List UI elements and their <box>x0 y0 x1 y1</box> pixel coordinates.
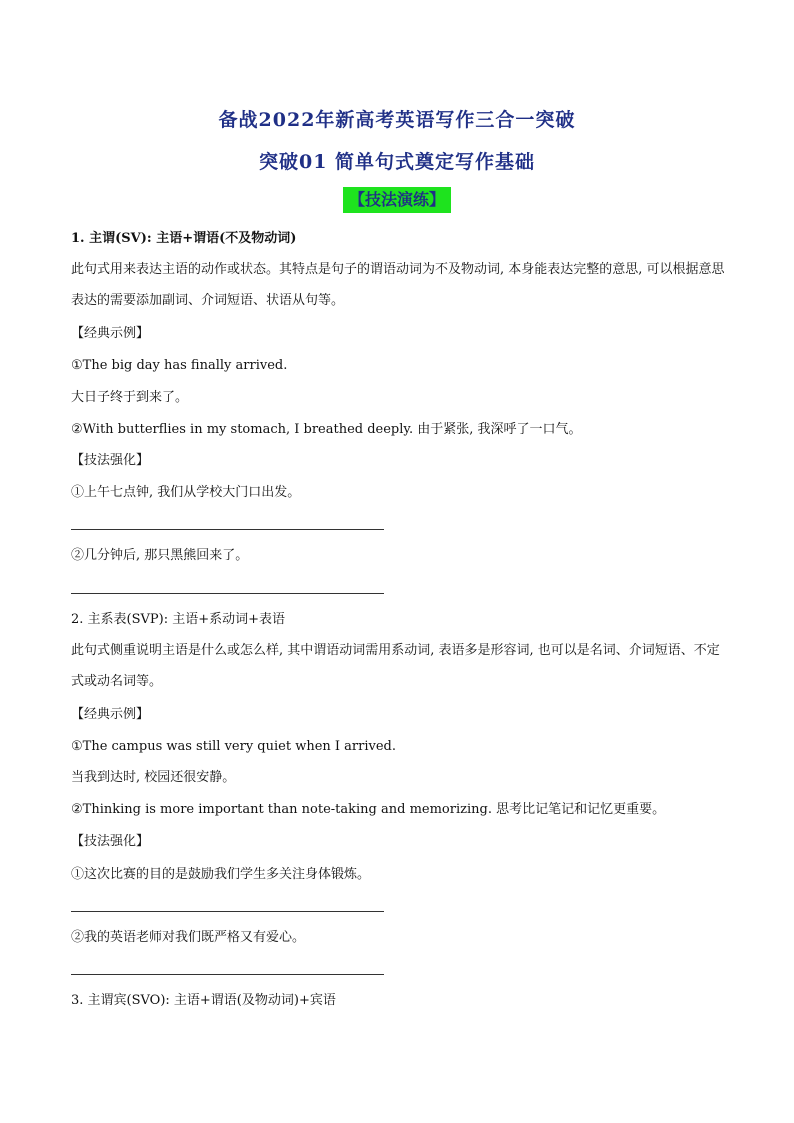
section3-heading: 3. 主谓宾(SVO): 主语+谓语(及物动词)+宾语 <box>71 993 336 1008</box>
section-badge: 【技法演练】 <box>343 187 451 213</box>
section2-example1-en: ①The campus was still very quiet when I arrived. <box>71 739 396 754</box>
section1-examples-label: 【经典示例】 <box>71 326 150 341</box>
section2-practice-label: 【技法强化】 <box>71 834 150 849</box>
answer-line-2[interactable] <box>71 593 384 594</box>
section1-heading: 1. 主谓(SV): 主语+谓语(不及物动词) <box>71 231 297 246</box>
section1-practice1: ①上午七点钟, 我们从学校大门口出发。 <box>71 485 301 500</box>
document-subtitle: 突破01 简单句式奠定写作基础 <box>258 151 536 173</box>
section1-practice2: ②几分钟后, 那只黑熊回来了。 <box>71 548 249 563</box>
section2-practice2: ②我的英语老师对我们既严格又有爱心。 <box>71 930 306 945</box>
badge-container <box>0 187 794 213</box>
section2-practice1: ①这次比赛的目的是鼓励我们学生多关注身体锻炼。 <box>71 867 371 882</box>
section1-example1-en: ①The big day has finally arrived. <box>71 358 288 373</box>
section2-example1-cn: 当我到达时, 校园还很安静。 <box>71 770 236 785</box>
section1-practice-label: 【技法强化】 <box>71 453 150 468</box>
document-title: 备战2022年新高考英语写作三合一突破 <box>218 109 576 131</box>
section1-example1-cn: 大日子终于到来了。 <box>71 390 189 405</box>
answer-line-1[interactable] <box>71 529 384 530</box>
section2-description: 此句式侧重说明主语是什么或怎么样, 其中谓语动词需用系动词, 表语多是形容词, 也可以是名词、介词短语、不定式或动名词等。 <box>71 643 720 689</box>
section2-examples-label: 【经典示例】 <box>71 707 150 722</box>
answer-line-3[interactable] <box>71 911 384 912</box>
section1-description: 此句式用来表达主语的动作或状态。其特点是句子的谓语动词为不及物动词, 本身能表达完整的意思, 可以根据意思表达的需要添加副词、介词短语、状语从句等。 <box>71 262 725 308</box>
section2-heading: 2. 主系表(SVP): 主语+系动词+表语 <box>71 612 286 627</box>
answer-line-4[interactable] <box>71 974 384 975</box>
section1-example2: ②With butterflies in my stomach, I breathed deeply. 由于紧张, 我深呼了一口气。 <box>71 422 582 437</box>
section2-example2: ②Thinking is more important than note-taking and memorizing. 思考比记笔记和记忆更重要。 <box>71 802 666 817</box>
